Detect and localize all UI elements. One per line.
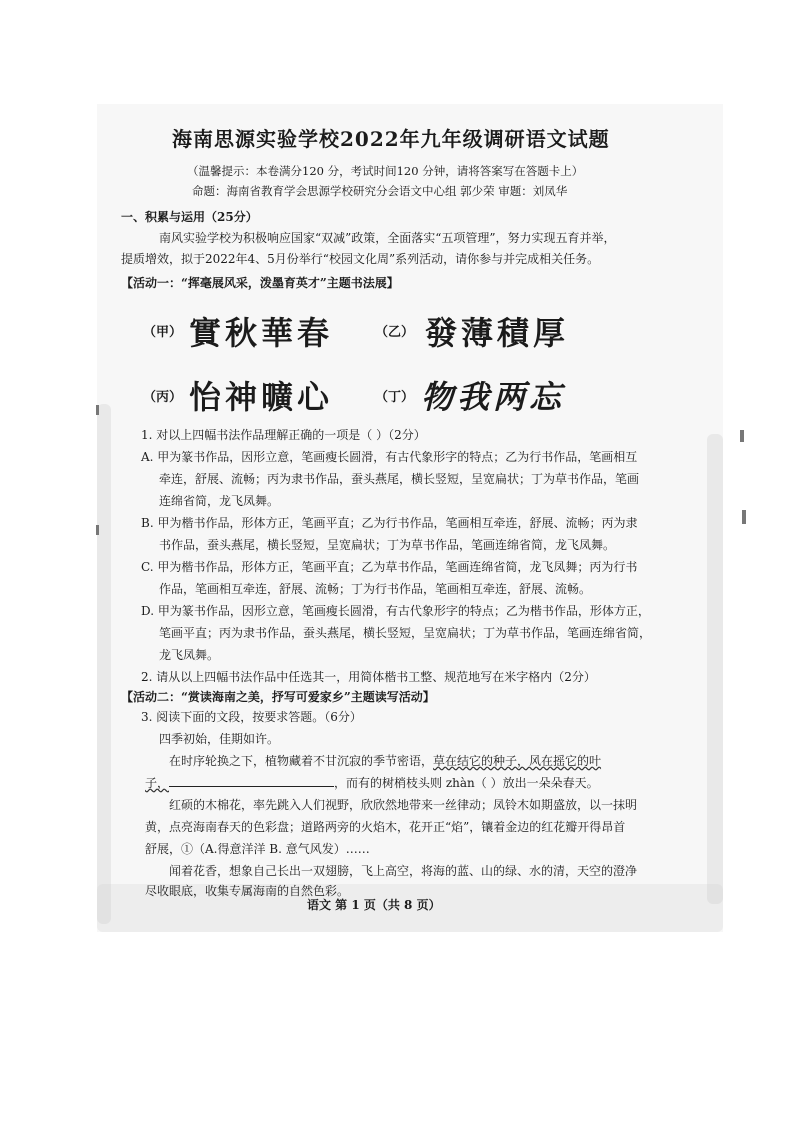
passage-line-5: 黄，点亮海南春天的色彩盘；道路两旁的火焰木，花开正“焰”，镶着金边的红花瓣开得昂首 xyxy=(145,820,626,834)
passage-line-3-a: 子， xyxy=(145,776,170,790)
q2-stem: 2. 请从以上四幅书法作品中任选其一，用简体楷书工整、规范地写在米字格内（2分） xyxy=(141,670,596,684)
scan-noise-left xyxy=(97,404,111,924)
q3-stem: 3. 阅读下面的文段，按要求答题。（6分） xyxy=(141,710,362,724)
calligraphy-bing-label: （丙） xyxy=(143,390,183,405)
calligraphy-ding: 物我两忘 xyxy=(421,378,566,416)
calligraphy-bing: 怡神曠心 xyxy=(189,378,334,416)
calligraphy-jia: 實秋華春 xyxy=(189,314,334,352)
scan-speck xyxy=(96,525,99,535)
q1-option-a-2: 牵连，舒展、流畅；丙为隶书作品，蚕头燕尾，横长竖短，呈宽扁状；丁为草书作品，笔画 xyxy=(159,472,640,486)
calligraphy-yi: 發薄積厚 xyxy=(425,314,570,352)
q1-option-a-1: A. 甲为篆书作品，因形立意，笔画瘦长圆滑，有古代象形字的特点；乙为行书作品，笔画相互 xyxy=(141,450,638,464)
exam-page-scan xyxy=(97,104,723,932)
scan-speck xyxy=(742,510,746,524)
exam-notice: （温馨提示：本卷满分120 分，考试时间120 分钟，请将答案写在答题卡上） xyxy=(187,164,584,178)
exam-title: 海南思源实验学校2022年九年级调研语文试题 xyxy=(172,127,610,151)
passage-line-2 xyxy=(169,754,601,768)
passage-line-4: 红硕的木棉花，率先跳入人们视野，欣欣然地带来一丝律动；凤铃木如期盛放，以一抹明 xyxy=(169,798,638,812)
calligraphy-ding-label: （丁） xyxy=(375,390,415,405)
passage-line-8: 尽收眼底，收集专属海南的自然色彩。 xyxy=(145,884,350,898)
passage-line-1: 四季初始，佳期如许。 xyxy=(159,732,280,746)
q1-option-d-2: 笔画平直；丙为隶书作品，蚕头燕尾，横长竖短，呈宽扁状；丁为草书作品，笔画连绵省简， xyxy=(159,626,652,640)
q1-option-c-2: 作品，笔画相互牵连，舒展、流畅；丁为行书作品，笔画相互牵连，舒展、流畅。 xyxy=(159,582,592,596)
passage-line-3 xyxy=(145,776,599,790)
activity-2-heading: 【活动二：“赏读海南之美，抒写可爱家乡”主题读写活动】 xyxy=(121,690,435,704)
calligraphy-jia-label: （甲） xyxy=(143,325,183,340)
passage-line-7: 闻着花香，想象自己长出一双翅膀，飞上高空，将海的蓝、山的绿、水的清，天空的澄净 xyxy=(169,864,638,878)
passage-wavy-phrase: 草在结它的种子，风在摇它的叶 xyxy=(433,754,602,768)
intro-line-1: 南风实验学校为积极响应国家“双减”政策，全面落实“五项管理”，努力实现五育并举， xyxy=(159,231,616,245)
q1-option-d-1: D. 甲为篆书作品，因形立意，笔画瘦长圆滑，有古代象形字的特点；乙为楷书作品，形体方正， xyxy=(141,604,650,618)
q1-option-d-3: 龙飞凤舞。 xyxy=(159,648,220,662)
q1-option-a-3: 连绵省简，龙飞凤舞。 xyxy=(159,494,280,508)
passage-line-2-a: 在时序轮换之下，植物藏着不甘沉寂的季节密语， xyxy=(169,754,434,768)
section-heading: 一、积累与运用（25分） xyxy=(121,210,258,224)
page-footer: 语文 第 1 页（共 8 页） xyxy=(307,898,441,912)
passage-fill-blank xyxy=(169,776,334,787)
calligraphy-yi-label: （乙） xyxy=(375,325,415,340)
q1-option-b-2: 书作品，蚕头燕尾，横长竖短，呈宽扁状；丁为草书作品，笔画连绵省简，龙飞凤舞。 xyxy=(159,538,616,552)
q1-stem: 1. 对以上四幅书法作品理解正确的一项是（ ）（2分） xyxy=(141,428,426,442)
scan-speck xyxy=(740,430,744,442)
activity-1-heading: 【活动一：“挥毫展风采，泼墨育英才”主题书法展】 xyxy=(121,276,399,290)
scan-speck xyxy=(96,405,99,415)
passage-line-6: 舒展，①（A.得意洋洋 B. 意气风发）…… xyxy=(145,842,370,856)
passage-line-3-b: ，而有的树梢枝头则 zhàn（ ）放出一朵朵春天。 xyxy=(334,776,599,790)
q1-option-b-1: B. 甲为楷书作品，形体方正，笔画平直；乙为行书作品，笔画相互牵连，舒展、流畅；丙为隶 xyxy=(141,516,638,530)
intro-line-2: 提质增效，拟于2022年4、5月份举行“校园文化周”系列活动，请你参与并完成相关任务。 xyxy=(121,252,600,266)
exam-setter: 命题：海南省教育学会思源学校研究分会语文中心组 郭少荣 审题：刘凤华 xyxy=(192,184,568,198)
scan-noise-right xyxy=(707,434,723,904)
q1-option-c-1: C. 甲为楷书作品，形体方正，笔画平直；乙为草书作品，笔画连绵省简，龙飞凤舞；丙为行书 xyxy=(141,560,638,574)
